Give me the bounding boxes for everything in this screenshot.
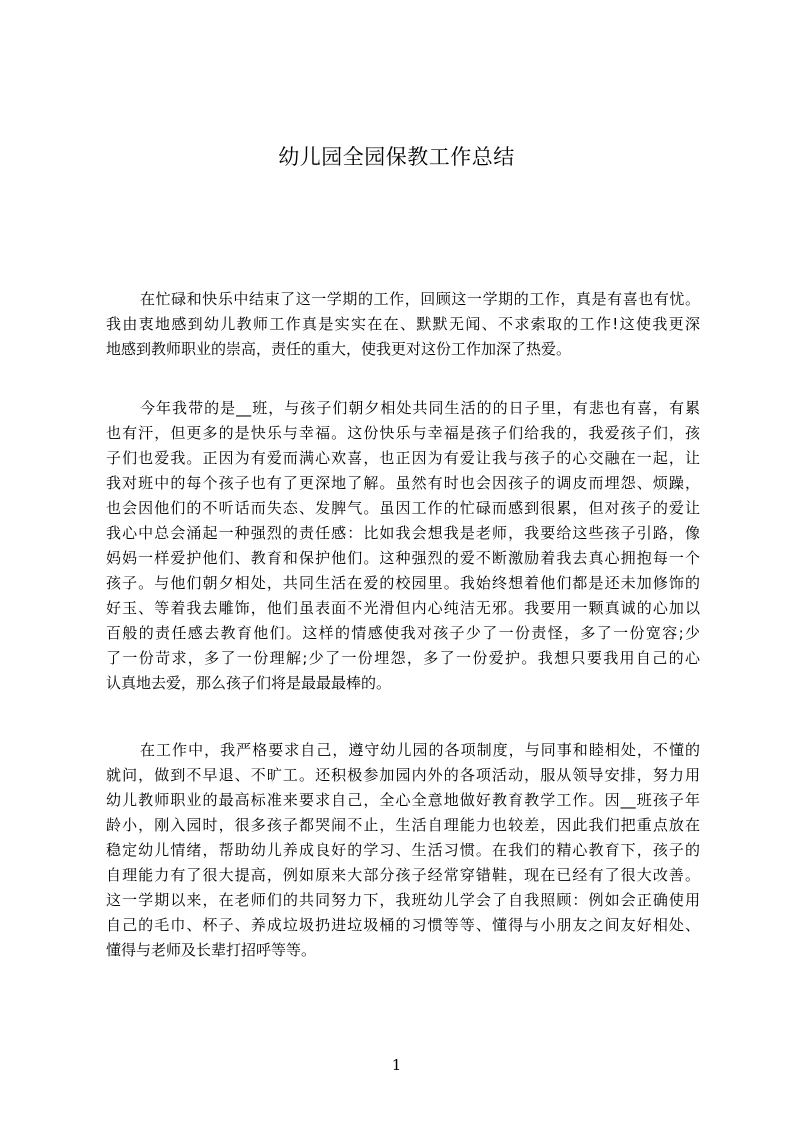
paragraph-line: 在工作中，我严格要求自己，遵守幼儿园的各项制度，与同事和睦相处，不懂的	[140, 741, 700, 759]
paragraph-line: 也会因他们的不听话而失态、发脾气。虽因工作的忙碌而感到很累，但对孩子的爱让	[106, 499, 700, 517]
paragraph-2	[106, 396, 700, 696]
paragraph-line: 孩子。与他们朝夕相处，共同生活在爱的校园里。我始终想着他们都是还未加修饰的	[106, 574, 700, 592]
paragraph-line: 龄小，刚入园时，很多孩子都哭闹不止，生活自理能力也较差，因此我们把重点放在	[106, 816, 700, 834]
paragraph-line: 这一学期以来，在老师们的共同努力下，我班幼儿学会了自我照顾：例如会正确使用	[106, 891, 700, 909]
paragraph-line: 自己的毛巾、杯子、养成垃圾扔进垃圾桶的习惯等等、懂得与小朋友之间友好相处、	[106, 916, 700, 934]
paragraph-line: 懂得与老师及长辈打招呼等等。	[106, 941, 317, 959]
paragraph-line: 妈妈一样爱护他们、教育和保护他们。这种强烈的爱不断激励着我去真心拥抱每一个	[106, 549, 700, 567]
paragraph-3	[106, 738, 700, 963]
paragraph-line: 了一份苛求，多了一份理解;少了一份埋怨，多了一份爱护。我想只要我用自己的心	[106, 649, 700, 667]
paragraph-line: 认真地去爱，那么孩子们将是最最最棒的。	[106, 674, 392, 692]
paragraph-line: 地感到教师职业的崇高，责任的重大，使我更对这份工作加深了热爱。	[106, 340, 572, 358]
paragraph-line: 我心中总会涌起一种强烈的责任感：比如我会想我是老师，我要给这些孩子引路，像	[106, 524, 700, 542]
paragraph-line: 子们也爱我。正因为有爱而满心欢喜，也正因为有爱让我与孩子的心交融在一起，让	[106, 449, 700, 467]
paragraph-line: 今年我带的是__班，与孩子们朝夕相处共同生活的的日子里，有悲也有喜，有累	[140, 399, 700, 417]
paragraph-line: 稳定幼儿情绪，帮助幼儿养成良好的学习、生活习惯。在我们的精心教育下，孩子的	[106, 841, 700, 859]
paragraph-line: 在忙碌和快乐中结束了这一学期的工作，回顾这一学期的工作，真是有喜也有忧。	[140, 290, 700, 308]
paragraph-1	[106, 287, 700, 362]
paragraph-line: 我由衷地感到幼儿教师工作真是实实在在、默默无闻、不求索取的工作!这使我更深	[106, 315, 700, 333]
paragraph-line: 我对班中的每个孩子也有了更深地了解。虽然有时也会因孩子的调皮而埋怨、烦躁，	[106, 474, 700, 492]
paragraph-line: 也有汗，但更多的是快乐与幸福。这份快乐与幸福是孩子们给我的，我爱孩子们，孩	[106, 424, 700, 442]
paragraph-line: 自理能力有了很大提高，例如原来大部分孩子经常穿错鞋，现在已经有了很大改善。	[106, 866, 700, 884]
paragraph-line: 就问，做到不早退、不旷工。还积极参加园内外的各项活动，服从领导安排，努力用	[106, 766, 700, 784]
document-title: 幼儿园全园保教工作总结	[278, 145, 515, 169]
paragraph-line: 好玉、等着我去雕饰，他们虽表面不光滑但内心纯洁无邪。我要用一颗真诚的心加以	[106, 599, 700, 617]
paragraph-line: 百般的责任感去教育他们。这样的情感使我对孩子少了一份责怪，多了一份宽容;少	[106, 624, 700, 642]
page-number: 1	[391, 1056, 402, 1074]
paragraph-line: 幼儿教师职业的最高标准来要求自己，全心全意地做好教育教学工作。因__班孩子年	[106, 791, 700, 809]
